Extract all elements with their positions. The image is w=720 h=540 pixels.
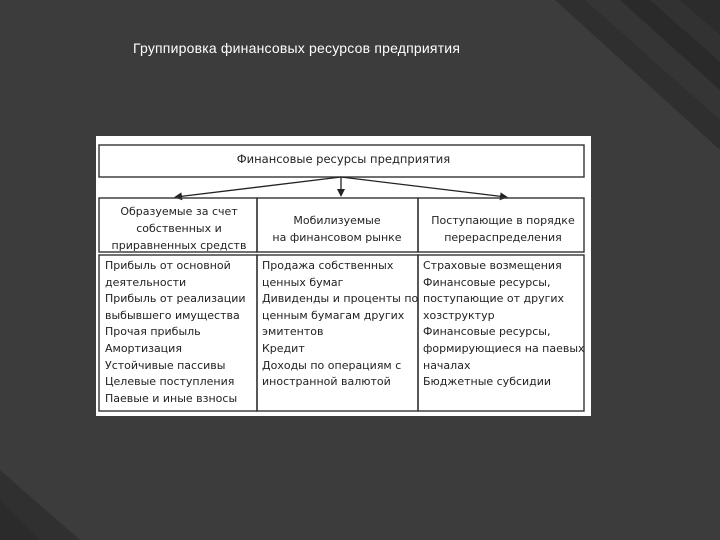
list-item: поступающие от других (423, 292, 565, 306)
list-item: Финансовые ресурсы, (423, 325, 551, 339)
list-item: Страховые возмещения (423, 259, 562, 272)
root-label: Финансовые ресурсы предприятия (236, 152, 451, 166)
list-item: хозструктур (423, 308, 495, 322)
column-3-header: Поступающие в порядке перераспределения (431, 214, 575, 244)
list-item: Продажа собственных (262, 259, 394, 272)
column-2-header: Мобилизуемые на финансовом рынке (272, 214, 402, 244)
list-item: иностранной валютой (262, 375, 391, 389)
list-item: Прибыль от реализации (105, 292, 246, 306)
list-item: выбывшего имущества (105, 308, 240, 322)
list-item: Финансовые ресурсы, (423, 275, 551, 289)
arrow-left (176, 177, 341, 197)
list-item: Целевые поступления (105, 375, 235, 389)
list-item: формирующиеся на паевых (423, 341, 585, 355)
list-item: Прибыль от основной (105, 259, 231, 272)
list-item: эмитентов (262, 325, 324, 339)
column-1-list (105, 258, 255, 407)
slide-title: Группировка финансовых ресурсов предприятия (133, 40, 461, 56)
list-item: Амортизация (105, 341, 182, 355)
list-item: Паевые и иные взносы (105, 391, 238, 405)
list-item: Устойчивые пассивы (105, 358, 226, 372)
arrow-right (341, 177, 506, 197)
list-item: Прочая прибыль (105, 325, 201, 339)
list-item: Доходы по операциям с (262, 358, 402, 372)
column-2-list (262, 258, 418, 391)
column-3-list (423, 258, 587, 391)
financial-resources-diagram (96, 136, 591, 416)
column-1-header: Образуемые за счет собственных и приравненных средств (111, 205, 247, 252)
list-item: ценным бумагам других (262, 308, 405, 322)
list-item: Кредит (262, 341, 305, 355)
list-item: ценных бумаг (262, 275, 344, 289)
list-item: деятельности (105, 275, 187, 289)
list-item: Бюджетные субсидии (423, 375, 552, 389)
list-item: началах (423, 358, 471, 372)
list-item: Дивиденды и проценты по (262, 292, 419, 306)
